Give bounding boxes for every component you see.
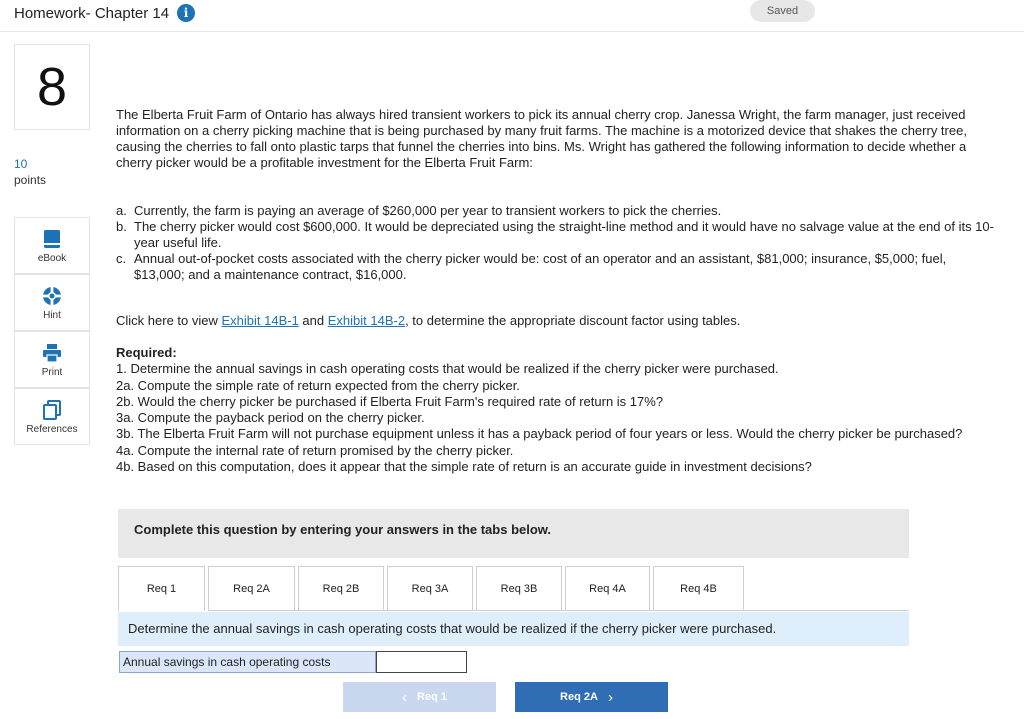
required-section (116, 345, 996, 475)
question-number: 8 (14, 44, 90, 130)
annual-savings-label: Annual savings in cash operating costs (119, 651, 376, 673)
references-button[interactable] (14, 388, 90, 445)
tab-req-2b[interactable]: Req 2B (298, 566, 384, 611)
required-item: 1. Determine the annual savings in cash operating costs that would be realized if the cherry picker were purchased. (116, 361, 779, 377)
exhibit-14b-2-link[interactable]: Exhibit 14B-2 (327, 313, 406, 328)
next-req-label: Req 2A (560, 691, 598, 703)
hint-button[interactable] (14, 274, 90, 331)
print-icon (42, 343, 62, 363)
ebook-button[interactable] (14, 217, 90, 274)
tab-req-4a[interactable]: Req 4A (565, 566, 650, 611)
click-and: and (298, 313, 328, 328)
chevron-right-icon: › (607, 688, 613, 706)
exhibit-14b-1-link[interactable]: Exhibit 14B-1 (221, 313, 299, 328)
tab-req-1[interactable]: Req 1 (118, 566, 205, 611)
tab-req-2a[interactable]: Req 2A (208, 566, 295, 611)
requirement-tabs (118, 566, 744, 611)
print-button[interactable] (14, 331, 90, 388)
problem-intro: The Elberta Fruit Farm of Ontario has always hired transient workers to pick its annual cherry crop. Janessa Wright, the farm manager, just received information on a cherry picking machine that is being purchased by many fruit farms. The machine is a motorized device that shakes the cherry tree, causing the cherries to fall onto plastic tarps that funnel the cherries into bins. Ms. Wright has gathered the following information to decide whether a cherry picker would be a profitable investment for the Elberta Fruit Farm: (116, 107, 967, 170)
given-info-list (116, 203, 996, 283)
assignment-title-text: Homework- Chapter 14 (14, 4, 170, 22)
click-suffix: , to determine the appropriate discount factor using tables. (405, 313, 741, 328)
prev-req-button[interactable] (343, 682, 496, 712)
tab-req-4b[interactable]: Req 4B (653, 566, 744, 611)
required-item: 4a. Compute the internal rate of return promised by the cherry picker. (116, 442, 514, 458)
annual-savings-input[interactable] (376, 651, 467, 673)
tabs-divider (208, 610, 909, 611)
required-item: 2a. Compute the simple rate of return expected from the cherry picker. (116, 377, 520, 393)
references-label: References (26, 424, 78, 435)
top-bar (0, 0, 1024, 32)
points-label: points (14, 173, 47, 187)
chevron-left-icon: ‹ (402, 688, 408, 706)
list-item-label: a. (116, 203, 127, 218)
answer-row (119, 651, 467, 673)
assignment-title (14, 4, 195, 22)
required-item: 2b. Would the cherry picker be purchased if Elberta Fruit Farm's required rate of return is 17%? (116, 393, 664, 409)
list-item (116, 219, 996, 251)
book-icon (43, 229, 61, 249)
list-item-label: c. (116, 251, 127, 266)
list-item-text: The cherry picker would cost $600,000. It would be depreciated using the straight-line method and it would have no salvage value at the end of its 10-year useful life. (134, 219, 994, 250)
info-icon[interactable]: i (177, 4, 195, 22)
hint-icon (42, 286, 62, 306)
next-req-button[interactable] (515, 682, 668, 712)
exhibit-instructions (116, 313, 740, 329)
saved-badge: Saved (750, 0, 815, 22)
points-value: 10 (14, 157, 28, 171)
list-item-text: Annual out-of-pocket costs associated with the cherry picker would be: cost of an operator and an assistant, $81,000; insurance, $5,000; fuel, $13,000; and a maintenance contract, $16,000. (134, 251, 947, 282)
points-indicator (14, 156, 46, 188)
prev-req-label: Req 1 (417, 691, 447, 703)
tab-req-3b[interactable]: Req 3B (476, 566, 562, 611)
list-item-text: Currently, the farm is paying an average of $260,000 per year to transient workers to pick the cherries. (134, 203, 722, 218)
click-prefix: Click here to view (116, 313, 222, 328)
problem-text (116, 107, 996, 283)
hint-label: Hint (43, 310, 61, 321)
tab-req-3a[interactable]: Req 3A (387, 566, 473, 611)
required-item: 4b. Based on this computation, does it appear that the simple rate of return is an accurate guide in investment decisions? (116, 459, 812, 475)
references-icon (43, 400, 61, 420)
required-item: 3a. Compute the payback period on the cherry picker. (116, 410, 425, 426)
list-item-label: b. (116, 219, 127, 234)
tab-instruction: Determine the annual savings in cash operating costs that would be realized if the cherry picker were purchased. (118, 612, 909, 646)
required-item: 3b. The Elberta Fruit Farm will not purchase equipment unless it has a payback period of four years or less. Would the cherry picker be purchased? (116, 426, 963, 442)
complete-instructions: Complete this question by entering your answers in the tabs below. (118, 509, 909, 558)
print-label: Print (41, 367, 63, 378)
list-item (116, 203, 996, 219)
ebook-label: eBook (37, 253, 67, 264)
required-heading: Required: (116, 345, 177, 360)
list-item (116, 251, 996, 283)
